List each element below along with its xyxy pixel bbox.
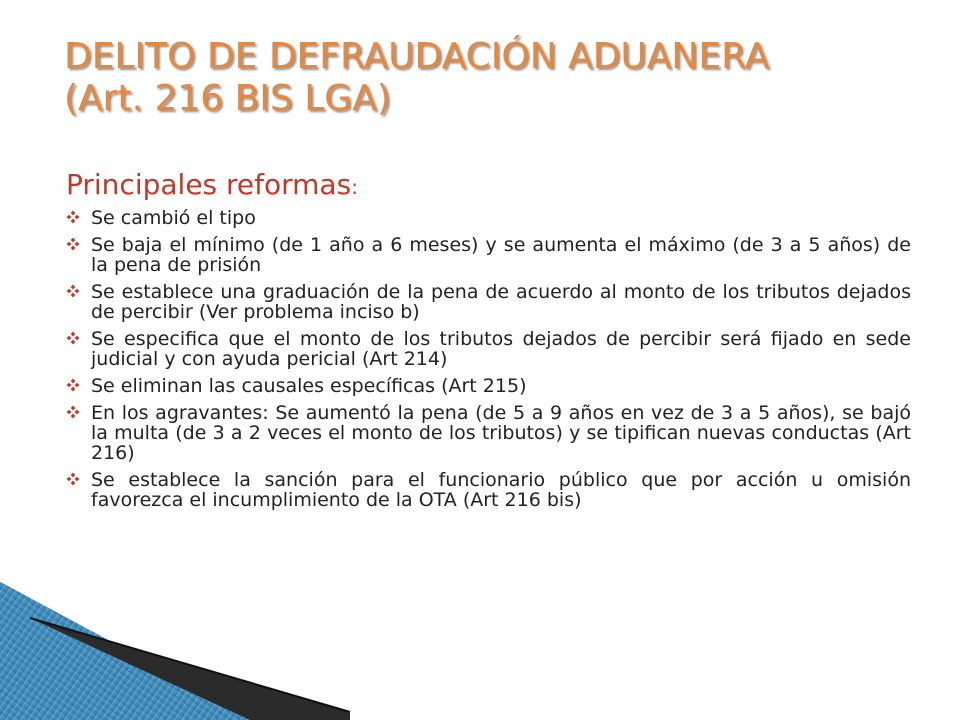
diamond-quad-bullet-icon xyxy=(66,284,80,298)
section-heading xyxy=(66,168,358,204)
corner-decoration xyxy=(0,560,380,720)
bullet-text: Se eliminan las causales específicas (Art 215) xyxy=(91,375,527,397)
bullet-item xyxy=(66,403,911,463)
slide-title-line-1: DELITO DE DEFRAUDACIÓN ADUANERA xyxy=(64,36,770,77)
bullet-item xyxy=(66,235,911,275)
section-heading-colon: : xyxy=(351,175,358,199)
diamond-quad-bullet-icon xyxy=(66,237,80,251)
bullet-text: Se cambió el tipo xyxy=(91,207,256,229)
slide-title xyxy=(64,36,924,120)
bullet-text: Se especifica que el monto de los tributos dejados de percibir será fijado en sede judicial y con ayuda pericial (Art 214) xyxy=(91,328,911,370)
reform-bullet-list xyxy=(66,208,911,517)
bullet-text: En los agravantes: Se aumentó la pena (de 5 a 9 años en vez de 3 a 5 años), se bajó la multa (de 3 a 2 veces el monto de los tributos) y se tipifican nuevas conductas (Art 216) xyxy=(91,402,911,464)
bullet-text: Se establece la sanción para el funcionario público que por acción u omisión favorezca el incumplimiento de la OTA (Art 216 bis) xyxy=(91,469,911,511)
diamond-quad-bullet-icon xyxy=(66,331,80,345)
bullet-text: Se baja el mínimo (de 1 año a 6 meses) y se aumenta el máximo (de 3 a 5 años) de la pena de prisión xyxy=(91,234,911,276)
bullet-item xyxy=(66,208,911,228)
bullet-text: Se establece una graduación de la pena de acuerdo al monto de los tributos dejados de percibir (Ver problema inciso b) xyxy=(91,281,911,323)
section-heading-text: Principales reformas xyxy=(66,168,352,201)
diamond-quad-bullet-icon xyxy=(66,472,80,486)
slide-title-line-2: (Art. 216 BIS LGA) xyxy=(64,78,391,119)
diamond-quad-bullet-icon xyxy=(66,405,80,419)
bullet-item xyxy=(66,282,911,322)
diamond-quad-bullet-icon xyxy=(66,378,80,392)
bullet-item xyxy=(66,329,911,369)
bullet-item xyxy=(66,470,911,510)
bullet-item xyxy=(66,376,911,396)
diamond-quad-bullet-icon xyxy=(66,210,80,224)
